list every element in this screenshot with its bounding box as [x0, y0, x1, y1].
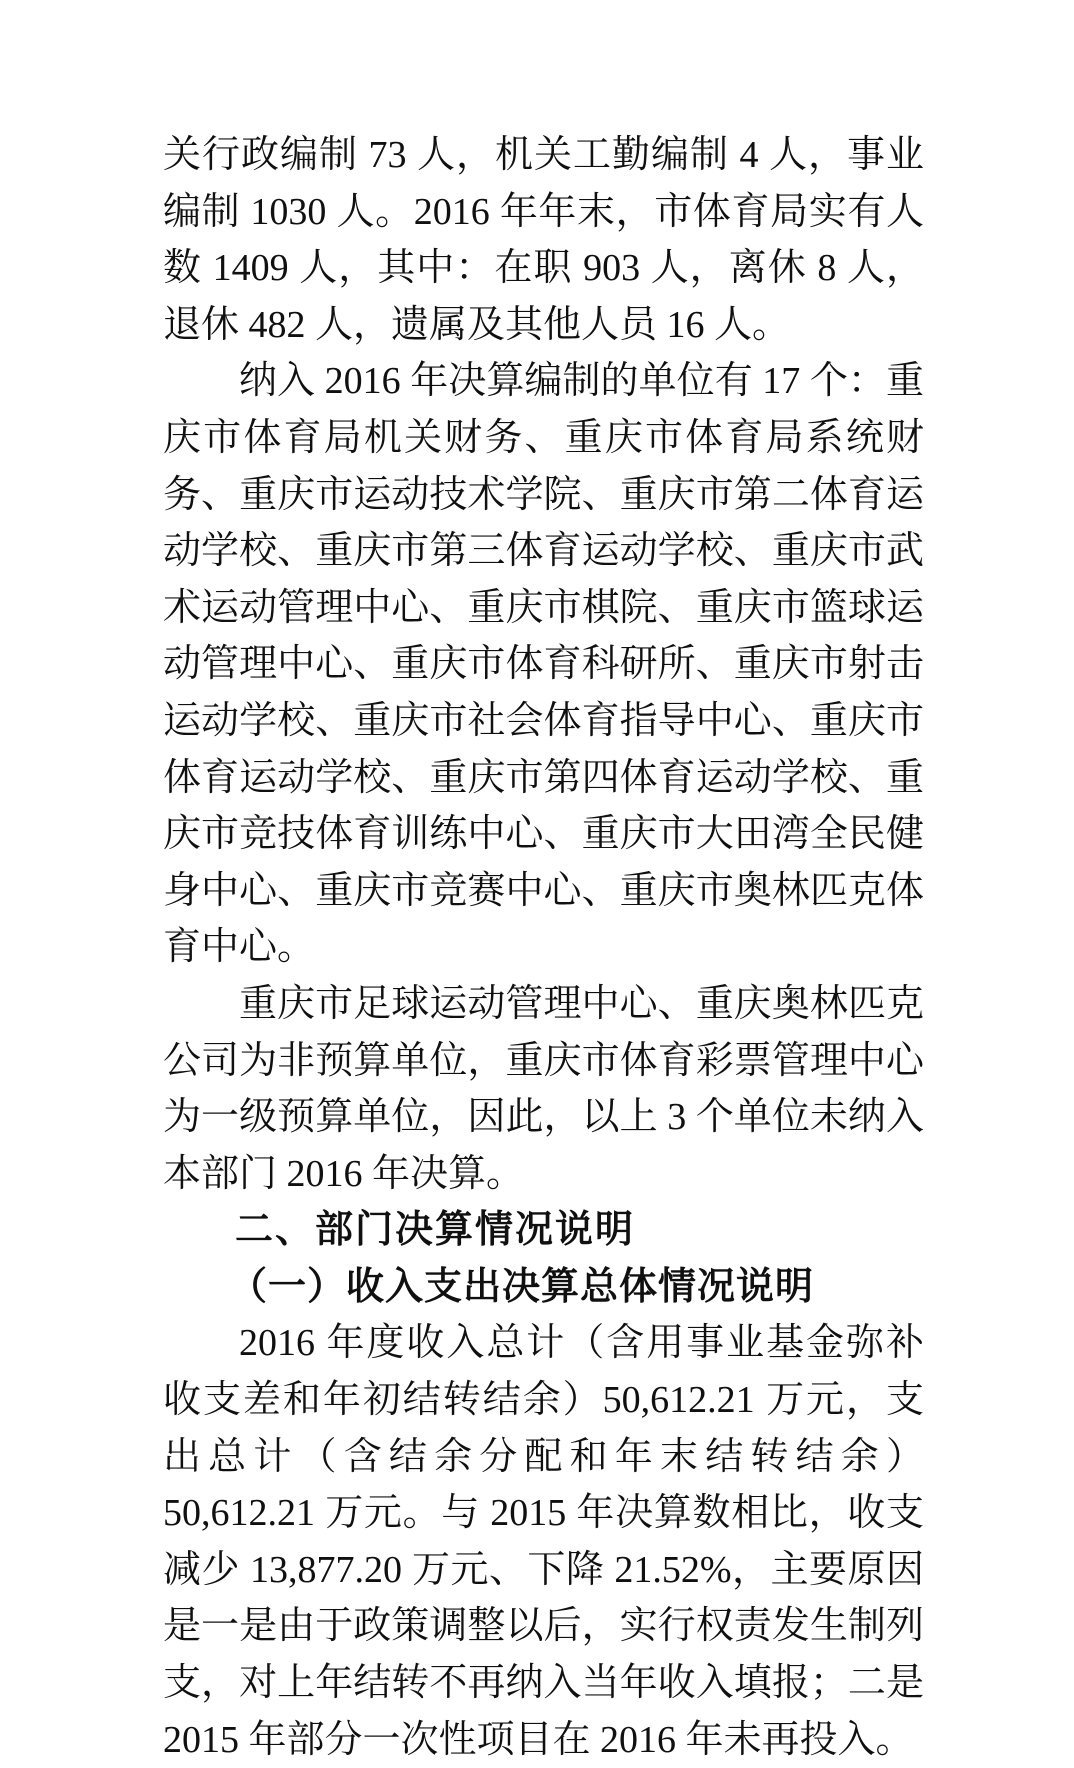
paragraph-units-included: 纳入 2016 年决算编制的单位有 17 个：重庆市体育局机关财务、重庆市体育局系统财务、重庆市运动技术学院、重庆市第二体育运动学校、重庆市第三体育运动学校、重庆市武术运动管理中心、重庆市棋院、重庆市篮球运动管理中心、重庆市体育科研所、重庆市射击运动学校、重庆市社会体育指导中心、重庆市体育运动学校、重庆市第四体育运动学校、重庆市竞技体育训练中心、重庆市大田湾全民健身中心、重庆市竞赛中心、重庆市奥林匹克体育中心。	[163, 360, 924, 969]
paragraph-units-excluded: 重庆市足球运动管理中心、重庆奥林匹克公司为非预算单位，重庆市体育彩票管理中心为一级预算单位，因此，以上 3 个单位未纳入本部门 2016 年决算。	[163, 982, 924, 1195]
heading-section-two: 二、部门决算情况说明	[235, 1209, 636, 1252]
paragraph-staffing-continuation: 关行政编制 73 人，机关工勤编制 4 人，事业编制 1030 人。2016 年年末，市体育局实有人数 1409 人，其中：在职 903 人，离休 8 人，退休 482 人，遗属及其他人员 16 人。	[163, 134, 924, 346]
heading-subsection-one: （一）收入支出决算总体情况说明	[229, 1265, 815, 1308]
paragraph-budget-summary: 2016 年度收入总计（含用事业基金弥补收支差和年初结转结余）50,612.21 万元，支出总计（含结余分配和年末结转结余）50,612.21 万元。与 2015 年决算数相比，收支减少 13,877.20 万元、下降 21.52%，主要原因是一是由于政策调整以后，实行权责发生制列支，对上年结转不再纳入当年收入填报；二是 2015 年部分一次性项目在 2016 年未再投入。	[163, 1322, 924, 1761]
